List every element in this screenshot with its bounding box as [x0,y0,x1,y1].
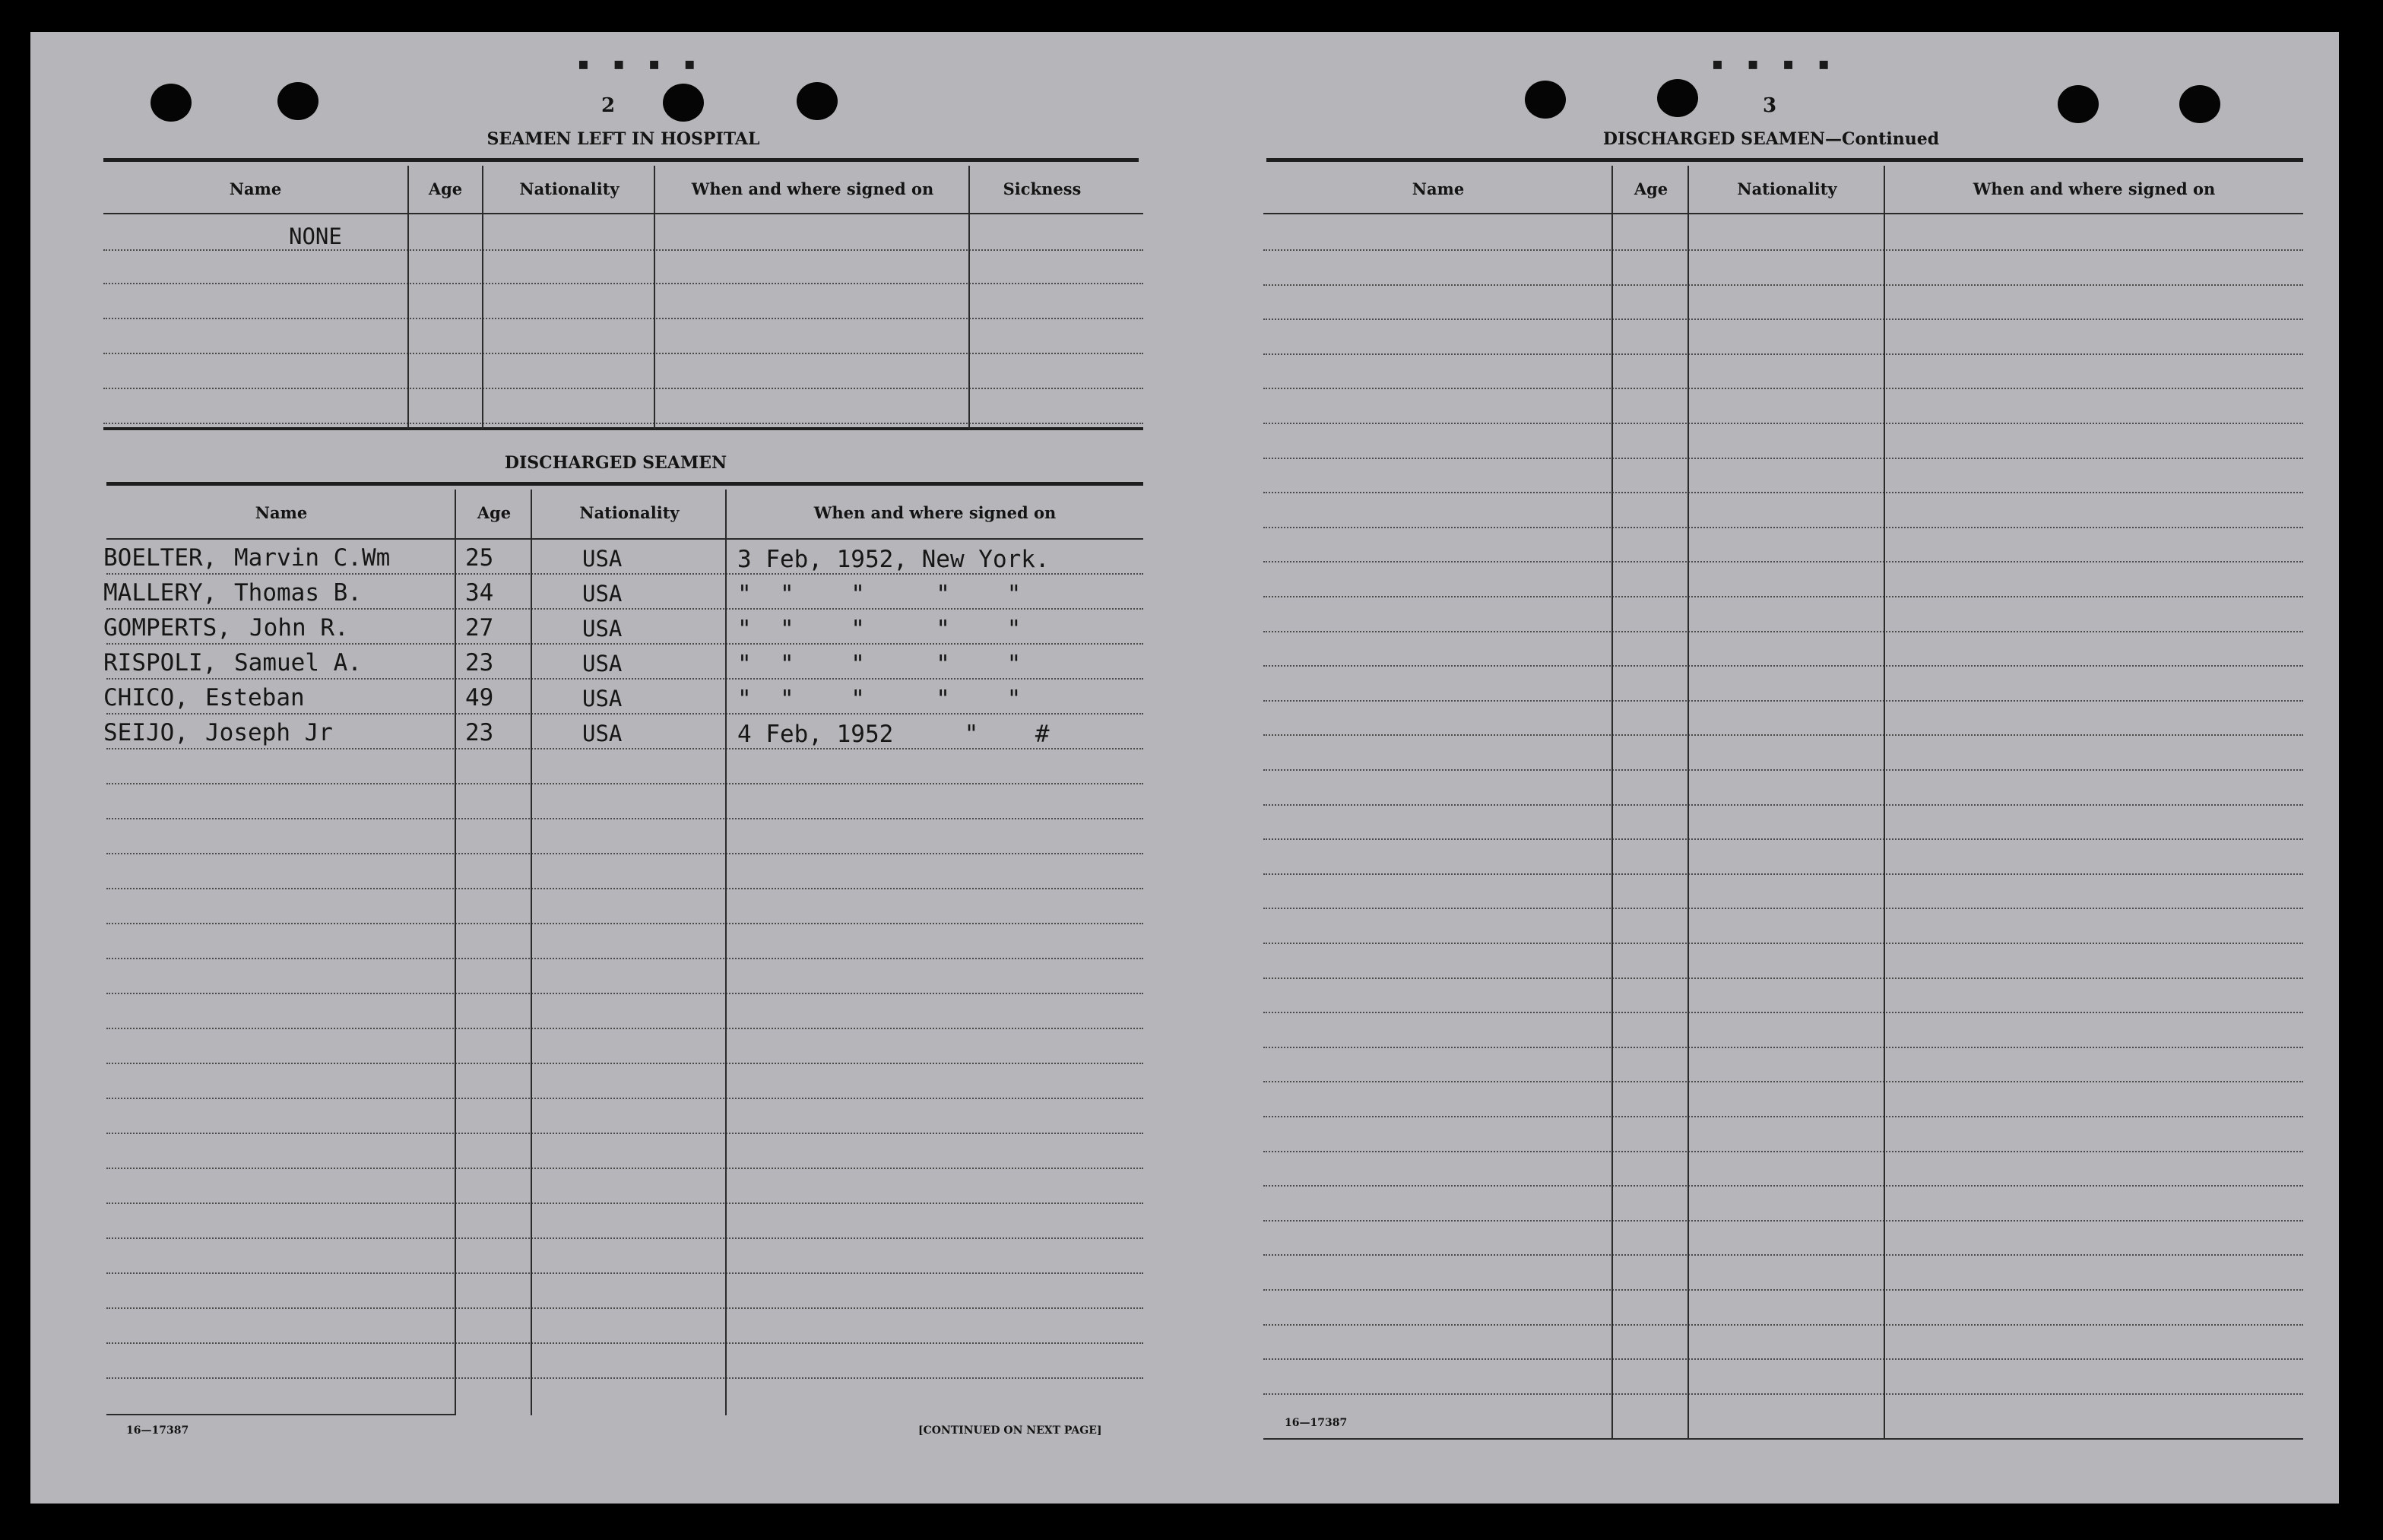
row-rule [1263,1185,2303,1187]
row-rule [1263,318,2303,320]
row-rule [1263,1116,2303,1117]
right-header-age: Age [1634,179,1668,198]
row-rule [1263,665,2303,667]
column-divider [968,166,970,429]
row-rule [1263,284,2303,286]
column-divider [1687,166,1689,1440]
row-rule [106,1133,1143,1134]
seaman-signed-on: " " " " " [737,651,1022,678]
row-rule [1263,1012,2303,1013]
row-rule [1263,978,2303,979]
right-header-signed-on: When and where signed on [1973,179,2216,198]
row-rule [1263,734,2303,736]
binding-marks: ▪ ▪ ▪ ▪ [1712,55,1839,74]
row-rule [106,783,1143,784]
row-rule [106,748,1143,749]
row-rule [106,818,1143,819]
hospital-section-title: SEAMEN LEFT IN HOSPITAL [486,129,760,149]
hospital-header-signed-on: When and where signed on [691,179,934,198]
punch-hole [2058,85,2099,123]
row-rule [106,608,1143,610]
row-rule [103,353,1143,354]
continued-note: [CONTINUED ON NEXT PAGE] [918,1424,1102,1437]
row-rule [1263,388,2303,389]
row-rule [1263,458,2303,459]
hospital-header-nationality: Nationality [519,179,620,198]
row-rule [106,923,1143,924]
discharged-bottom-rule [106,1414,456,1415]
seaman-surname: MALLERY, [103,579,217,607]
seaman-nationality: USA [582,686,623,711]
punch-hole [277,82,318,120]
row-rule [106,1168,1143,1169]
seaman-surname: GOMPERTS, [103,614,231,642]
row-rule [1263,353,2303,355]
punch-hole [1657,79,1698,117]
row-rule [106,1237,1143,1239]
row-rule [106,853,1143,854]
seaman-signed-on: " " " " " [737,686,1022,713]
seaman-age: 25 [465,544,494,572]
row-rule [106,713,1143,715]
column-divider [531,490,532,1415]
seaman-age: 49 [465,684,494,711]
hospital-top-rule [103,158,1139,162]
discharged-header-nationality: Nationality [579,503,680,522]
column-divider [1611,166,1613,1440]
row-rule [103,388,1143,389]
row-rule [106,1307,1143,1309]
hospital-none-entry: NONE [289,223,342,249]
punch-hole [797,82,838,120]
discharged-section-title: DISCHARGED SEAMEN [504,453,727,473]
row-rule [1263,1289,2303,1291]
right-top-rule [1266,158,2303,162]
seaman-signed-on: 4 Feb, 1952 " # [737,721,1050,748]
row-rule [106,958,1143,959]
row-rule [1263,700,2303,702]
seaman-given-name: Samuel A. [234,649,362,677]
row-rule [1263,1220,2303,1222]
row-rule [1263,1081,2303,1082]
row-rule [1263,1358,2303,1360]
row-rule [106,1028,1143,1029]
seaman-age: 27 [465,614,494,642]
seaman-nationality: USA [582,581,623,607]
row-rule [1263,804,2303,806]
row-rule [1263,423,2303,424]
row-rule [103,283,1143,284]
row-rule [106,1098,1143,1099]
seaman-age: 23 [465,649,494,677]
seaman-surname: CHICO, [103,684,189,711]
row-rule [1263,492,2303,493]
row-rule [1263,1047,2303,1048]
row-rule [1263,561,2303,562]
form-number: 16—17387 [126,1424,189,1437]
document-sheet [30,32,2339,1504]
punch-hole [1525,81,1566,119]
row-rule [1263,769,2303,771]
punch-hole [2179,85,2220,123]
row-rule [106,993,1143,994]
row-rule [106,643,1143,645]
column-divider [1884,166,1885,1440]
row-rule [106,1063,1143,1064]
hospital-header-name: Name [229,179,282,198]
row-rule [1263,908,2303,909]
discharged-header-age: Age [477,503,512,522]
seaman-given-name: Esteban [205,684,305,711]
discharged-header-rule [106,538,1143,540]
seaman-nationality: USA [582,546,623,572]
seaman-surname: SEIJO, [103,719,189,746]
hospital-header-age: Age [428,179,463,198]
seaman-signed-on: 3 Feb, 1952, New York. [737,546,1050,573]
row-rule [1263,838,2303,840]
seaman-age: 34 [465,579,494,607]
seaman-given-name: Joseph Jr [205,719,333,746]
row-rule [106,1272,1143,1274]
seaman-nationality: USA [582,651,623,677]
row-rule [106,1377,1143,1379]
column-divider [455,490,456,1415]
row-rule [103,318,1143,319]
row-rule [103,249,1143,251]
form-number: 16—17387 [1285,1417,1348,1429]
seaman-surname: RISPOLI, [103,649,217,677]
right-header-nationality: Nationality [1737,179,1837,198]
seaman-age: 23 [465,719,494,746]
discharged-top-rule [106,482,1143,486]
binding-marks: ▪ ▪ ▪ ▪ [578,55,705,74]
row-rule [106,1203,1143,1204]
seaman-given-name: Thomas B. [234,579,362,607]
row-rule [1263,1151,2303,1152]
seaman-given-name: Marvin C.Wm [234,544,391,572]
seaman-surname: BOELTER, [103,544,217,572]
right-header-name: Name [1412,179,1465,198]
right-section-title: DISCHARGED SEAMEN—Continued [1602,129,1940,149]
column-divider [725,490,727,1415]
row-rule [106,1342,1143,1344]
row-rule [106,888,1143,889]
discharged-header-name: Name [255,503,308,522]
seaman-nationality: USA [582,721,623,746]
punch-hole [663,84,704,122]
row-rule [1263,249,2303,251]
seaman-nationality: USA [582,616,623,642]
right-header-rule [1263,213,2303,214]
row-rule [1263,631,2303,632]
hospital-bottom-rule [103,427,1143,430]
row-rule [1263,1393,2303,1395]
row-rule [1263,1254,2303,1256]
discharged-header-signed-on: When and where signed on [813,503,1057,522]
row-rule [106,573,1143,575]
hospital-header-rule [103,213,1143,214]
row-rule [1263,527,2303,528]
hospital-header-sickness: Sickness [1003,179,1082,198]
seaman-signed-on: " " " " " [737,581,1022,608]
row-rule [1263,943,2303,944]
row-rule [1263,596,2303,597]
row-rule [103,423,1143,424]
right-bottom-rule [1263,1438,2303,1440]
seaman-given-name: John R. [249,614,349,642]
page-number: 3 [1762,94,1777,117]
row-rule [1263,873,2303,875]
column-divider [654,166,655,429]
seaman-signed-on: " " " " " [737,616,1022,643]
page-number: 2 [601,94,616,117]
column-divider [407,166,409,429]
punch-hole [151,84,192,122]
row-rule [1263,1324,2303,1326]
column-divider [482,166,483,429]
row-rule [106,678,1143,680]
